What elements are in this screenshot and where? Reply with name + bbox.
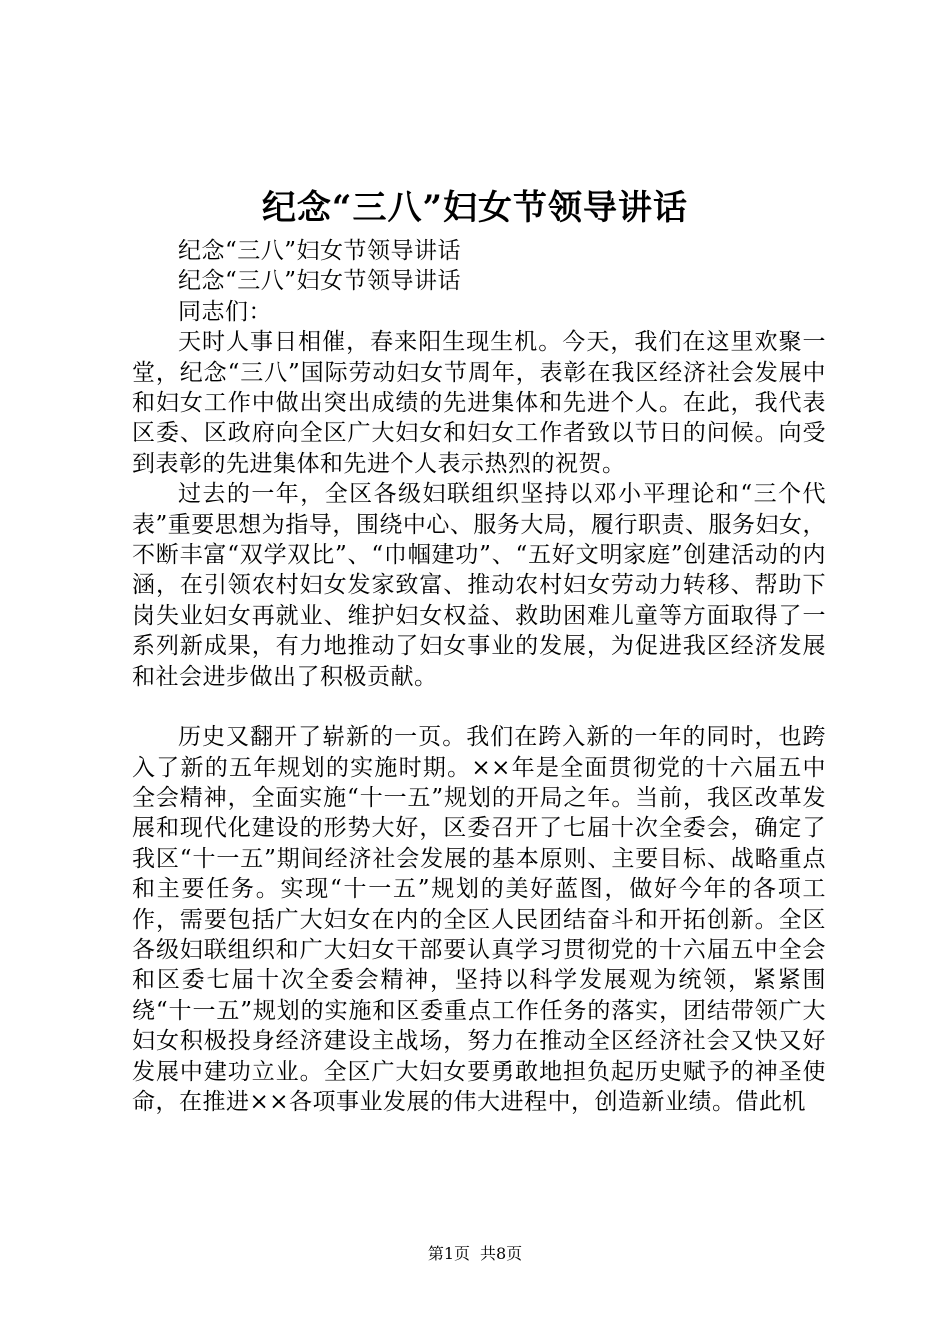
paragraph-salutation: 同志们：: [178, 298, 272, 325]
paragraph-subtitle-1: 纪念“三八”妇女节领导讲话: [178, 238, 462, 264]
page-number: 第1页: [427, 1244, 470, 1263]
document-body: [132, 236, 826, 1117]
page-total: 共8页: [480, 1244, 523, 1263]
document-title: 纪念“三八”妇女节领导讲话: [261, 188, 689, 228]
paragraph-new-era: 历史又翻开了崭新的一页。我们在跨入新的一年的同时，也跨入了新的五年规划的实施时期。××年是全面贯彻党的十六届五中全会精神，全面实施“十一五”规划的开局之年。当前，我区改革发展和现代化建设的形势大好，区委召开了七届十次全委会，确定了我区“十一五”期间经济社会发展的基本原则、主要目标、战略重点和主要任务。实现“十一五”规划的美好蓝图，做好今年的各项工作，需要包括广大妇女在内的全区人民团结奋斗和开拓创新。全区各级妇联组织和广大妇女干部要认真学习贯彻党的十六届五中全会和区委七届十次全委会精神，坚持以科学发展观为统领，紧紧围绕“十一五”规划的实施和区委重点工作任务的落实，团结带领广大妇女积极投身经济建设主战场，努力在推动全区经济社会又快又好发展中建功立业。全区广大妇女要勇敢地担负起历史赋予的神圣使命，在推进××各项事业发展的伟大进程中，创造新业绩。借此机: [132, 724, 826, 1115]
page-footer: [0, 1243, 950, 1265]
paragraph-opening: 天时人事日相催，春来阳生现生机。今天，我们在这里欢聚一堂，纪念“三八”国际劳动妇女节周年，表彰在我区经济社会发展中和妇女工作中做出突出成绩的先进集体和先进个人。在此，我代表区委、区政府向全区广大妇女和妇女工作者致以节日的问候。向受到表彰的先进集体和先进个人表示热烈的祝贺。: [132, 329, 826, 477]
paragraph-gap: [132, 692, 826, 722]
paragraph-past-year: 过去的一年，全区各级妇联组织坚持以邓小平理论和“三个代表”重要思想为指导，围绕中心、服务大局，履行职责、服务妇女，不断丰富“双学双比”、“巾帼建功”、“五好文明家庭”创建活动的内涵，在引领农村妇女发家致富、推动农村妇女劳动力转移、帮助下岗失业妇女再就业、维护妇女权益、救助困难儿童等方面取得了一系列新成果，有力地推动了妇女事业的发展，为促进我区经济发展和社会进步做出了积极贡献。: [132, 481, 826, 690]
paragraph-subtitle-2: 纪念“三八”妇女节领导讲话: [178, 268, 462, 295]
